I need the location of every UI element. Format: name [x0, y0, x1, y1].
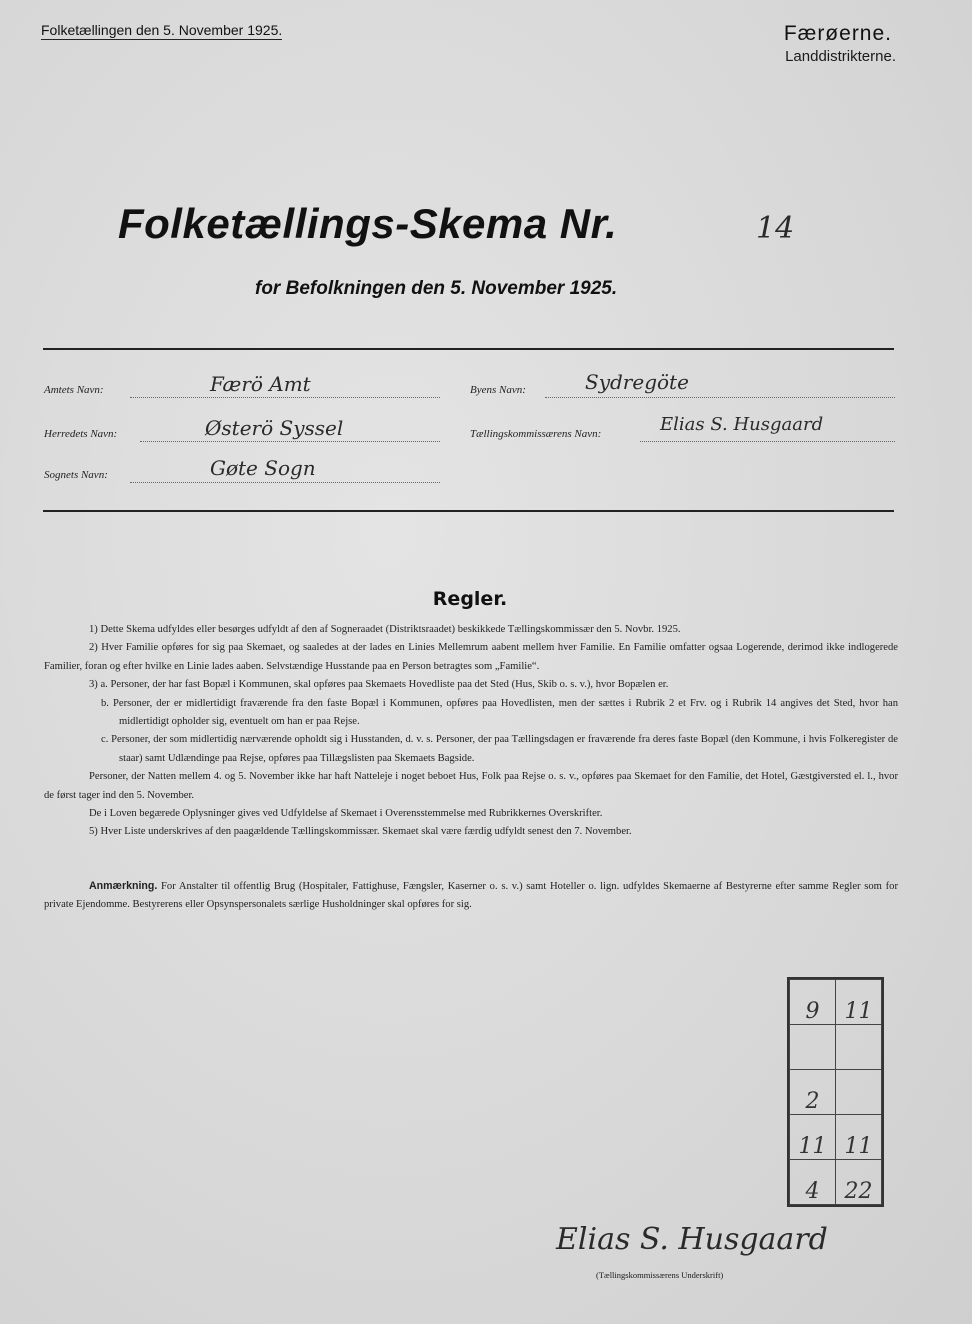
- sogn-label: Sognets Navn:: [44, 469, 108, 481]
- tally-cell: 11: [836, 980, 882, 1025]
- amt-line: [130, 397, 440, 398]
- rule-3b: b. Personer, der er midlertidigt fraværende fra den faste Bopæl i Kommunen, opføres paa Hovedlisten, men der sættes i Rubrik 2 et Frv. og i Rubrik 14 angives det Sted, hvor han midlertidigt opholder sig, eventuelt om han er paa Rejse.: [101, 697, 898, 728]
- herred-value: Østerö Syssel: [205, 416, 344, 440]
- tally-row: [790, 980, 882, 1025]
- form-subtitle: for Befolkningen den 5. November 1925.: [255, 278, 618, 299]
- by-label: Byens Navn:: [470, 384, 526, 396]
- rule-3c: c. Personer, der som midlertidig nærværende opholdt sig i Husstanden, d. v. s. Personer, der paa Tællingsdagen er fraværende fra deres faste Bopæl (den Kommune, i hvis Folkeregister de staar) samt Udlændinge paa Rejse, opføres paa Tillægslisten paa Skemaets Bagside.: [101, 734, 898, 764]
- region-title: Færøerne.: [783, 22, 892, 45]
- census-header: Folketællingen den 5. November 1925.: [41, 22, 283, 38]
- signature: Elias S. Husgaard: [556, 1222, 828, 1257]
- sogn-line: [130, 482, 440, 483]
- tally-row: [790, 1115, 882, 1160]
- herred-label: Herredets Navn:: [44, 428, 118, 440]
- kommissaer-value: Elias S. Husgaard: [660, 414, 824, 435]
- tally-row: [790, 1025, 882, 1070]
- annotation-text: For Anstalter til offentlig Brug (Hospitaler, Fattighuse, Fængsler, Kaserner o. s. v.) samt Hoteller o. lign. udfyldes Skemaerne af Bestyrerne efter samme Regler som for private Ejendomme. Bestyrerens eller Opsynspersonalets særlige Husholdninger skal opføres for sig.: [44, 881, 898, 911]
- tally-row: [790, 1070, 882, 1115]
- by-line: [545, 397, 895, 398]
- tally-cell: [790, 1025, 836, 1070]
- rule-1: 1) Dette Skema udfyldes eller besørges udfyldt af den af Sogneraadet (Distriktsraadet) beskikkede Tællingskommissær den 5. Novbr. 1925.: [89, 624, 681, 635]
- tally-cell: 11: [836, 1115, 882, 1160]
- form-number: 14: [756, 211, 795, 246]
- tally-box: [787, 977, 884, 1207]
- rule-2: 2) Hver Familie opføres for sig paa Skemaet, og saaledes at der lades en Linies Mellemrum aabent mellem hver Familie. En Familie omfatter ogsaa Logerende, derimod ikke indlogerede Familier, foran og efter hvilke en Linie lades aaben. Selvstændige Husstande paa en Person betragtes som „Familie“.: [44, 642, 898, 672]
- amt-value: Færö Amt: [210, 372, 311, 396]
- rule-4: De i Loven begærede Oplysninger gives ved Udfyldelse af Skemaet i Overensstemmelse med Rubrikkernes Overskrifter.: [89, 808, 603, 820]
- tally-cell: 2: [790, 1070, 836, 1115]
- tally-cell: 9: [790, 980, 836, 1025]
- rule-3a: 3) a. Personer, der har fast Bopæl i Kommunen, skal opføres paa Skemaets Hovedliste paa det Sted (Hus, Skib o. s. v.), hvor Bopælen er.: [89, 679, 669, 691]
- tally-cell: 11: [790, 1115, 836, 1160]
- amt-label: Amtets Navn:: [44, 384, 104, 396]
- rules-text: [44, 621, 898, 842]
- herred-line: [140, 441, 440, 442]
- rules-heading: Regler.: [432, 588, 508, 610]
- bottom-rule: [43, 510, 894, 512]
- annotation: [44, 877, 898, 915]
- form-title: Folketællings-Skema Nr.: [118, 200, 618, 247]
- tally-cell: 4: [790, 1160, 836, 1205]
- tally-cell: [836, 1070, 882, 1115]
- signature-caption: (Tællingskommissærens Underskrift): [596, 1270, 724, 1280]
- rule-3d: Personer, der Natten mellem 4. og 5. November ikke har haft Natteleje i noget beboet Hus, Folk paa Rejse o. s. v., opføres paa Skemaet for den Familie, det Hotel, Gæstgiversted el. l., hvor de først tager ind den 5. November.: [44, 771, 898, 801]
- sogn-value: Gøte Sogn: [210, 456, 316, 480]
- tally-row: [790, 1160, 882, 1205]
- top-rule: [43, 348, 894, 350]
- rule-5: 5) Hver Liste underskrives af den paagældende Tællingskommissær. Skemaet skal være færdig udfyldt senest den 7. November.: [89, 826, 632, 838]
- by-value: Sydregöte: [585, 370, 689, 394]
- kommissaer-label: Tællingskommissærens Navn:: [470, 428, 602, 440]
- kommissaer-line: [640, 441, 895, 442]
- tally-cell: [836, 1025, 882, 1070]
- region-header: [783, 22, 896, 65]
- tally-cell: 22: [836, 1160, 882, 1205]
- region-subtitle: Landdistrikterne.: [785, 48, 896, 65]
- annotation-label: Anmærkning.: [89, 880, 158, 892]
